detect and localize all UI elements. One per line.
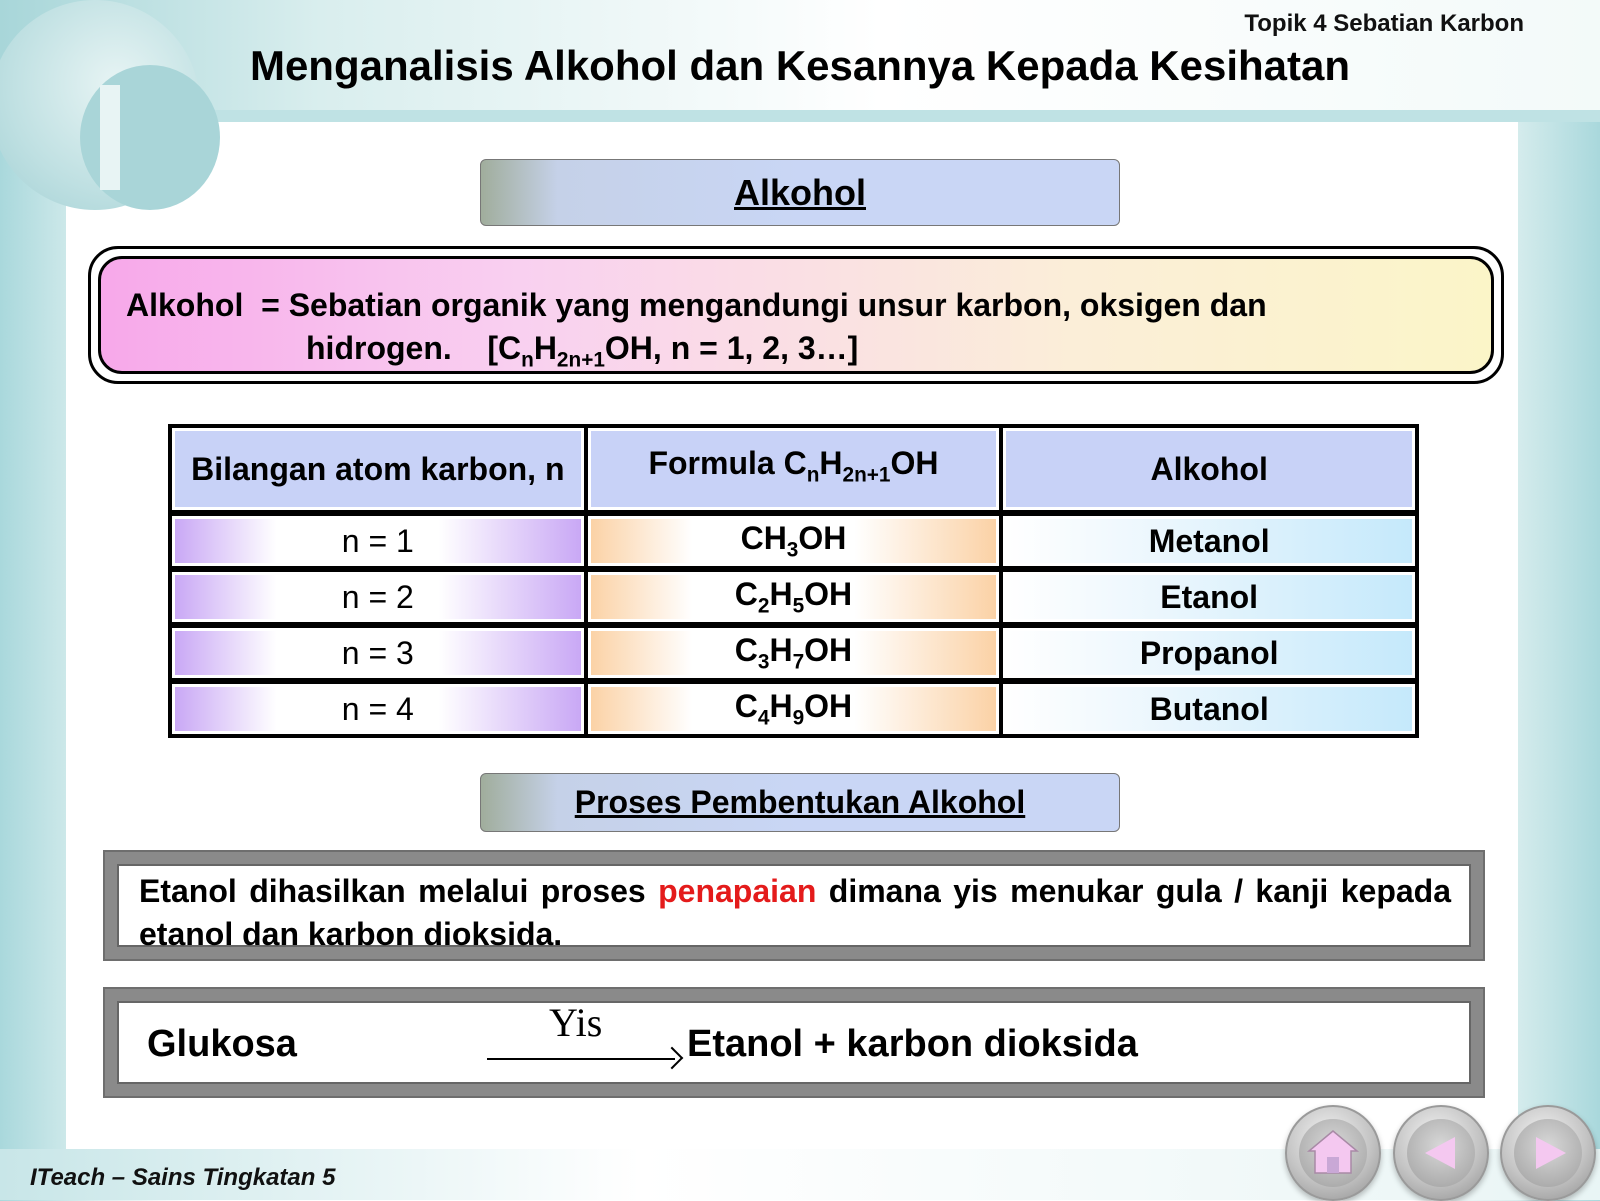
cell-n: n = 2 bbox=[172, 572, 584, 622]
table-row bbox=[172, 628, 1415, 678]
definition-text: Alkohol = Sebatian organik yang mengandungi unsur karbon, oksigen dan hidrogen. [$C_nH_{2n+1}OH$, n = 1, 2, 3…] bbox=[126, 287, 1267, 372]
definition-term: Alkohol bbox=[126, 287, 244, 323]
footer-credit: ITeach – Sains Tingkatan 5 bbox=[30, 1164, 336, 1191]
decorative-bar bbox=[100, 85, 120, 190]
table-row bbox=[172, 572, 1415, 622]
equation-products: Etanol + karbon dioksida bbox=[687, 1023, 1138, 1065]
cell-formula: $C_2H_5OH$ bbox=[588, 572, 1000, 622]
cell-alcohol-name: Propanol bbox=[1003, 628, 1415, 678]
process-box bbox=[103, 850, 1485, 961]
definition-box bbox=[88, 246, 1504, 384]
table-row bbox=[172, 516, 1415, 566]
cell-formula: $C_4H_9OH$ bbox=[588, 684, 1000, 734]
cell-formula: $C_3H_7OH$ bbox=[588, 628, 1000, 678]
home-icon bbox=[1299, 1119, 1367, 1187]
cell-n: n = 4 bbox=[172, 684, 584, 734]
equation-box bbox=[103, 987, 1485, 1098]
process-text: Etanol dihasilkan melalui proses penapaian dimana yis menukar gula / kanji kepada etanol dan karbon dioksida. bbox=[139, 873, 1451, 952]
top-band-stripe bbox=[0, 110, 1600, 122]
section-heading-alkohol: Alkohol bbox=[480, 159, 1120, 226]
forward-button[interactable] bbox=[1500, 1105, 1596, 1201]
cell-n: n = 1 bbox=[172, 516, 584, 566]
cell-alcohol-name: Etanol bbox=[1003, 572, 1415, 622]
arrow-head-icon bbox=[661, 1047, 684, 1070]
back-arrow-icon bbox=[1425, 1137, 1455, 1169]
reaction-arrow-icon bbox=[487, 1058, 675, 1060]
cell-n: n = 3 bbox=[172, 628, 584, 678]
equation-reactant: Glukosa bbox=[147, 1023, 297, 1065]
table-header-row bbox=[172, 428, 1415, 510]
header-formula: Formula $C_nH_{2n+1}OH$ bbox=[588, 428, 1000, 510]
section-heading-process: Proses Pembentukan Alkohol bbox=[480, 773, 1120, 832]
header-carbon-count: Bilangan atom karbon, n bbox=[172, 428, 584, 510]
page-title: Menganalisis Alkohol dan Kesannya Kepada Kesihatan bbox=[249, 42, 1351, 89]
header-alcohol: Alkohol bbox=[1003, 428, 1415, 510]
forward-arrow-icon bbox=[1536, 1137, 1566, 1169]
topic-label: Topik 4 Sebatian Karbon bbox=[1244, 10, 1524, 37]
table-row bbox=[172, 684, 1415, 734]
cell-formula: $CH_3OH$ bbox=[588, 516, 1000, 566]
back-button[interactable] bbox=[1393, 1105, 1489, 1201]
home-button[interactable] bbox=[1285, 1105, 1381, 1201]
cell-alcohol-name: Butanol bbox=[1003, 684, 1415, 734]
equation-catalyst: Yis bbox=[549, 1000, 603, 1045]
cell-alcohol-name: Metanol bbox=[1003, 516, 1415, 566]
alcohol-table bbox=[168, 424, 1419, 738]
definition-line2: hidrogen. [C bbox=[306, 330, 522, 366]
definition-line1: = Sebatian organik yang mengandungi unsur karbon, oksigen dan bbox=[261, 287, 1267, 323]
highlight-word: penapaian bbox=[658, 873, 817, 909]
